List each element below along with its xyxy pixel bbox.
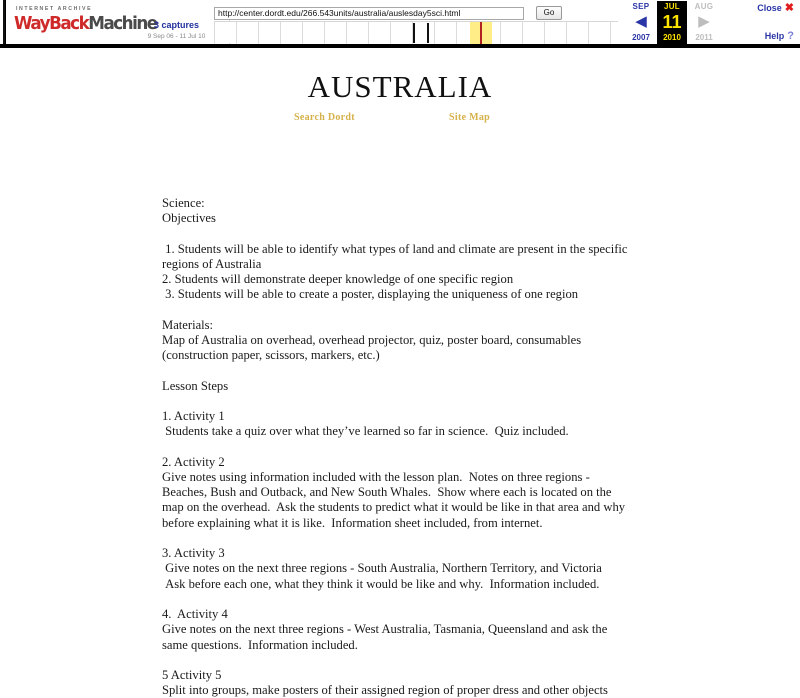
activity-1: 1. Activity 1 Students take a quiz over what they’ve learned so far in science. Quiz included. bbox=[162, 408, 569, 439]
url-bar-row bbox=[214, 4, 562, 22]
activity-4: 4. Activity 4 Give notes on the next three regions - West Australia, Tasmania, Queensland and ask the same questions. Information included. bbox=[162, 606, 608, 652]
wayback-machine-wordmark bbox=[14, 13, 157, 34]
internet-archive-wayback-logo[interactable] bbox=[14, 6, 157, 34]
help-button[interactable] bbox=[728, 30, 794, 42]
captures-count[interactable]: 3 captures bbox=[153, 20, 200, 30]
previous-capture-year: 2007 bbox=[632, 33, 650, 42]
wordmark-machine: Machine bbox=[88, 13, 157, 34]
capture-timeline[interactable] bbox=[214, 21, 618, 43]
archived-page-content bbox=[0, 48, 800, 698]
materials-section: Materials: Map of Australia on overhead, overhead projector, quiz, poster board, consumables (construction paper, scissors, markers, etc.) bbox=[162, 317, 582, 363]
date-navigation bbox=[626, 1, 722, 45]
objectives-list: 1. Students will be able to identify what types of land and climate are present in the specific regions of Australia 2. Students will demonstrate deeper knowledge of one specific region 3. Students will be able to create a poster, displaying the uniqueness of one region bbox=[162, 241, 628, 302]
current-capture-day: 11 bbox=[662, 12, 682, 32]
toolbar-links bbox=[728, 2, 794, 42]
wordmark-wayback: WayBack bbox=[14, 13, 89, 34]
page-nav-links bbox=[0, 112, 800, 132]
timeline-capture-marker[interactable] bbox=[413, 23, 415, 43]
next-capture-year: 2011 bbox=[695, 33, 713, 42]
next-capture-arrow-icon[interactable]: ▶ bbox=[698, 13, 710, 30]
activity-5: 5 Activity 5 Split into groups, make posters of their assigned region of proper dress and other objects bbox=[162, 667, 608, 698]
activity-3: 3. Activity 3 Give notes on the next three regions - South Australia, Northern Territory, and Victoria Ask before each one, what they think it would be like and why. Information included. bbox=[162, 546, 602, 591]
close-label: Close bbox=[757, 3, 782, 13]
lesson-steps-heading: Lesson Steps bbox=[162, 378, 229, 393]
current-capture-year: 2010 bbox=[663, 33, 681, 42]
wayback-machine-toolbar bbox=[0, 0, 800, 48]
go-button[interactable]: Go bbox=[536, 6, 562, 20]
next-capture-nav[interactable] bbox=[689, 1, 719, 43]
page-title: AUSTRALIA bbox=[307, 69, 493, 104]
activity-2: 2. Activity 2 Give notes using information included with the lesson plan. Notes on three regions - Beaches, Bush and Outback, and New South Whales. Show where each is located on the map on the overhead. Ask the students to predict what it would be like in that area and why before explaining what it is like. Information sheet included, from internet. bbox=[162, 454, 626, 530]
url-input[interactable] bbox=[214, 7, 524, 20]
previous-capture-nav[interactable] bbox=[626, 1, 656, 43]
current-capture-month: JUL bbox=[663, 2, 680, 11]
next-capture-month: AUG bbox=[694, 2, 714, 11]
site-map-link[interactable]: Site Map bbox=[449, 112, 491, 123]
question-mark-icon[interactable]: ? bbox=[787, 30, 794, 42]
timeline-capture-marker[interactable] bbox=[427, 23, 429, 43]
subject-heading: Science: Objectives bbox=[162, 196, 216, 226]
close-toolbar-button[interactable] bbox=[728, 2, 794, 14]
current-capture-date bbox=[657, 1, 687, 45]
previous-capture-arrow-icon[interactable]: ◀ bbox=[635, 13, 647, 30]
timeline-current-capture-marker[interactable] bbox=[480, 22, 482, 44]
captures-date-range: 9 Sep 06 - 11 Jul 10 bbox=[147, 33, 206, 40]
help-label: Help bbox=[764, 31, 785, 41]
previous-capture-month: SEP bbox=[632, 2, 650, 11]
toolbar-left-frame bbox=[0, 0, 5, 44]
search-dordt-link[interactable]: Search Dordt bbox=[294, 112, 355, 123]
internet-archive-label: INTERNET ARCHIVE bbox=[16, 6, 93, 12]
close-icon[interactable]: ✖ bbox=[784, 2, 794, 14]
lesson-plan-body bbox=[162, 196, 642, 698]
